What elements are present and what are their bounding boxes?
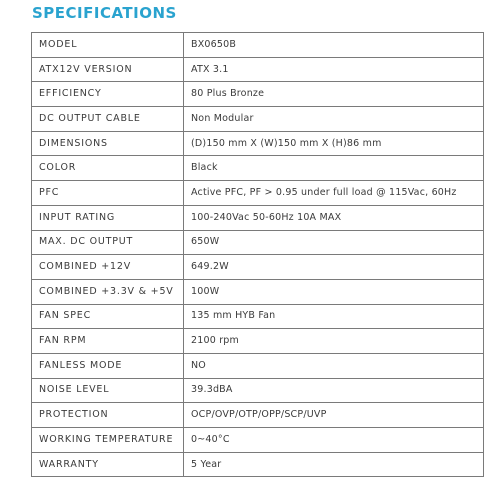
row-value: Black — [184, 156, 484, 181]
table-row — [32, 304, 484, 329]
row-value: (D)150 mm X (W)150 mm X (H)86 mm — [184, 131, 484, 156]
spec-table — [31, 32, 484, 477]
row-label: MODEL — [32, 33, 184, 58]
row-value: 650W — [184, 230, 484, 255]
row-label: PFC — [32, 181, 184, 206]
table-row — [32, 452, 484, 477]
page-title: SPECIFICATIONS — [32, 4, 177, 22]
row-label: MAX. DC OUTPUT — [32, 230, 184, 255]
row-label: INPUT RATING — [32, 205, 184, 230]
table-row — [32, 255, 484, 280]
row-value: 39.3dBA — [184, 378, 484, 403]
row-value: BX0650B — [184, 33, 484, 58]
table-row — [32, 205, 484, 230]
row-label: COMBINED +12V — [32, 255, 184, 280]
row-value: 80 Plus Bronze — [184, 82, 484, 107]
row-label: NOISE LEVEL — [32, 378, 184, 403]
table-row — [32, 156, 484, 181]
row-value: OCP/OVP/OTP/OPP/SCP/UVP — [184, 403, 484, 428]
row-value: 2100 rpm — [184, 329, 484, 354]
row-label: COLOR — [32, 156, 184, 181]
row-value: Non Modular — [184, 107, 484, 132]
table-row — [32, 57, 484, 82]
row-label: FAN SPEC — [32, 304, 184, 329]
table-row — [32, 329, 484, 354]
row-label: WARRANTY — [32, 452, 184, 477]
table-row — [32, 279, 484, 304]
row-value: 100-240Vac 50-60Hz 10A MAX — [184, 205, 484, 230]
row-value: Active PFC, PF > 0.95 under full load @ 115Vac, 60Hz — [184, 181, 484, 206]
table-row — [32, 181, 484, 206]
table-row — [32, 82, 484, 107]
table-row — [32, 403, 484, 428]
row-label: WORKING TEMPERATURE — [32, 428, 184, 453]
row-value: NO — [184, 353, 484, 378]
table-row — [32, 378, 484, 403]
row-label: PROTECTION — [32, 403, 184, 428]
row-value: 649.2W — [184, 255, 484, 280]
table-row — [32, 230, 484, 255]
row-value: 100W — [184, 279, 484, 304]
row-label: FANLESS MODE — [32, 353, 184, 378]
row-value: 135 mm HYB Fan — [184, 304, 484, 329]
table-row — [32, 353, 484, 378]
row-label: EFFICIENCY — [32, 82, 184, 107]
row-label: DIMENSIONS — [32, 131, 184, 156]
row-label: DC OUTPUT CABLE — [32, 107, 184, 132]
row-label: ATX12V VERSION — [32, 57, 184, 82]
table-row — [32, 428, 484, 453]
table-row — [32, 131, 484, 156]
row-value: ATX 3.1 — [184, 57, 484, 82]
row-label: FAN RPM — [32, 329, 184, 354]
row-value: 5 Year — [184, 452, 484, 477]
table-row — [32, 107, 484, 132]
table-row — [32, 33, 484, 58]
row-value: 0~40°C — [184, 428, 484, 453]
row-label: COMBINED +3.3V & +5V — [32, 279, 184, 304]
